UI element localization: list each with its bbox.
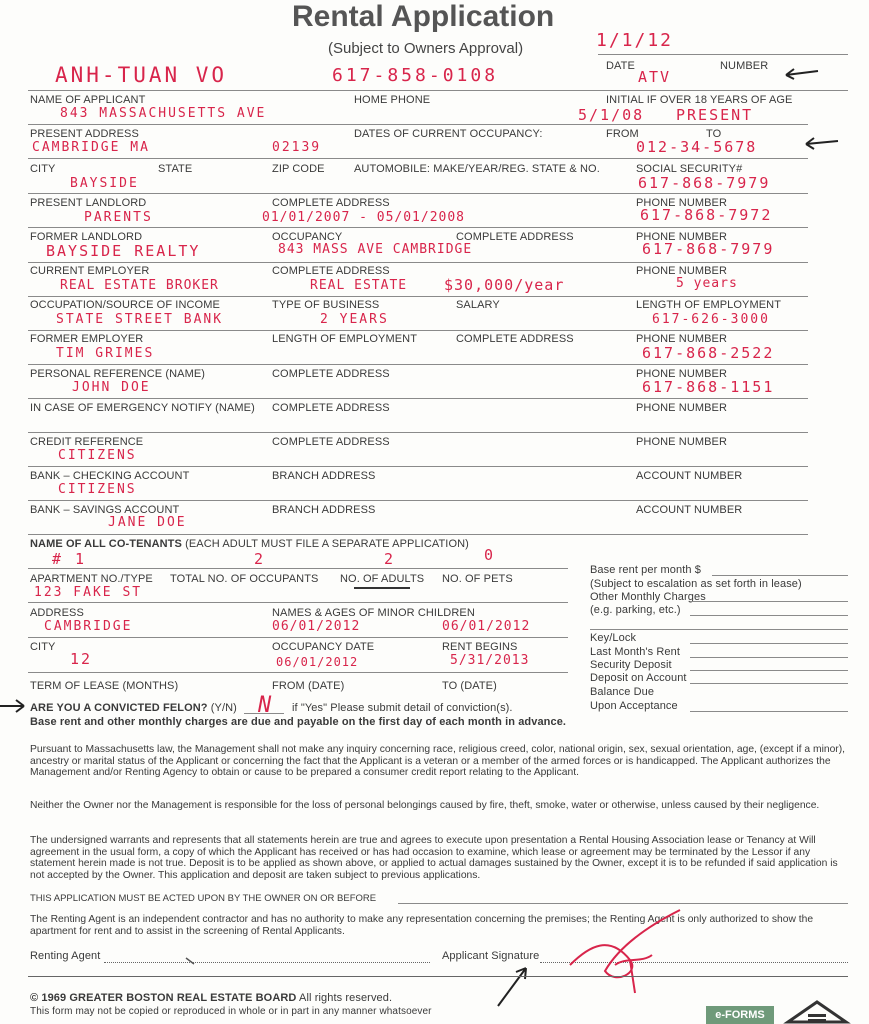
hw-parents[interactable]: PARENTS <box>84 210 153 225</box>
complete-address-label: COMPLETE ADDRESS <box>272 197 390 209</box>
hw-occupation[interactable]: STATE STREET BANK <box>56 312 224 327</box>
date-label: DATE <box>606 60 635 72</box>
last-month-label: Last Month's Rent <box>590 646 681 658</box>
hw-auto-phone[interactable]: 617-868-7979 <box>638 174 771 192</box>
complete-address-label: COMPLETE ADDRESS <box>272 265 390 277</box>
base-rent-due: Base rent and other monthly charges are due and payable on the first day of each month in advance. <box>30 716 567 728</box>
hw-landlord-dates[interactable]: 01/01/2007 - 05/01/2008 <box>262 210 466 225</box>
name-of-applicant-label: NAME OF APPLICANT <box>30 94 146 106</box>
total-occupants-label: TOTAL NO. OF OCCUPANTS <box>170 573 319 585</box>
applicant-signature-label: Applicant Signature <box>442 950 540 962</box>
hw-adults[interactable]: 2 <box>384 550 396 568</box>
type-of-business-label: TYPE OF BUSINESS <box>272 299 380 311</box>
account-number-label: ACCOUNT NUMBER <box>636 504 743 516</box>
from-label: FROM <box>606 128 639 140</box>
bank-savings-label: BANK – SAVINGS ACCOUNT <box>30 504 180 516</box>
paragraph-liability: Neither the Owner nor the Management is responsible for the loss of personal belongings caused by fire, theft, smoke, water or otherwise, unless caused by their negligence. <box>30 800 820 811</box>
rent-begins-label: RENT BEGINS <box>442 641 518 653</box>
hw-apt[interactable]: #1 <box>52 550 99 568</box>
home-phone-label: HOME PHONE <box>354 94 431 106</box>
arrow-icon <box>780 66 820 80</box>
hw-savings[interactable]: JANE DOE <box>108 515 187 530</box>
other-monthly-label: Other Monthly Charges <box>590 591 706 603</box>
felon-question <box>30 702 237 714</box>
complete-address-label: COMPLETE ADDRESS <box>456 333 574 345</box>
hw-reference-phone[interactable]: 617-868-2522 <box>642 344 775 362</box>
key-lock-label: Key/Lock <box>590 632 637 644</box>
escalation-label: (Subject to escalation as set forth in lease) <box>590 578 802 590</box>
former-employer-label: FORMER EMPLOYER <box>30 333 144 345</box>
hw-city[interactable]: CAMBRIDGE <box>44 619 133 634</box>
personal-reference-label: PERSONAL REFERENCE (NAME) <box>30 368 206 380</box>
dates-occupancy-label: DATES OF CURRENT OCCUPANCY: <box>354 128 543 140</box>
state-label: STATE <box>158 163 193 175</box>
copyright <box>30 992 392 1004</box>
occupancy-label: OCCUPANCY <box>272 231 343 243</box>
hw-applicant-name[interactable]: ANH-TUAN VO <box>55 63 228 87</box>
copyright-bold: © 1969 GREATER BOSTON REAL ESTATE BOARD <box>30 992 297 1004</box>
felon-yn: (Y/N) <box>210 702 237 714</box>
felon-note: if "Yes" Please submit detail of conviction(s). <box>292 702 513 714</box>
no-copy-note: This form may not be copied or reproduced in whole or in part in any manner whatsoever <box>30 1006 432 1017</box>
hw-rent-begins[interactable]: 5/31/2013 <box>450 653 530 668</box>
paragraph-warrants: The undersigned warrants and represents that all statements herein are true and agrees to execute upon presentation a Rental Housing Association lease or Tenancy at Will agreement in the usual form, a copy of which the Applicant has received or has had occasion to examine, which lease or agreement may be terminated by the Lessor if any statement herein made is not true. Deposit is to be applied as shown above, or applied to actual damages sustained by the Owner, except it is to be refunded if said application is not accepted by the Owner. This application and deposit are taken subject to previous applications. <box>30 835 838 881</box>
hw-credit[interactable]: CITIZENS <box>58 448 137 463</box>
hw-zip[interactable]: 02139 <box>272 140 322 155</box>
zip-label: ZIP CODE <box>272 163 325 175</box>
hw-date[interactable]: 1/1/12 <box>596 30 674 51</box>
occupancy-date-label: OCCUPANCY DATE <box>272 641 375 653</box>
arrow-icon <box>0 699 28 713</box>
current-employer-label: CURRENT EMPLOYER <box>30 265 150 277</box>
initial-label: INITIAL IF OVER 18 YEARS OF AGE <box>606 94 793 106</box>
security-deposit-label: Security Deposit <box>590 659 672 671</box>
hw-length-employment[interactable]: 5 years <box>676 276 738 291</box>
eforms-text: e-FORMS <box>715 1009 765 1021</box>
copyright-rest: All rights reserved. <box>299 992 393 1004</box>
length-employment-label: LENGTH OF EMPLOYMENT <box>636 299 782 311</box>
felon-question-text: ARE YOU A CONVICTED FELON? <box>30 702 208 714</box>
hw-checking[interactable]: CITIZENS <box>58 482 137 497</box>
from-date-label: FROM (DATE) <box>272 680 345 692</box>
automobile-label: AUTOMOBILE: MAKE/YEAR/REG. STATE & NO. <box>354 163 600 175</box>
hw-pets[interactable]: 0 <box>484 546 496 564</box>
hw-former-employer-phone[interactable]: 617-626-3000 <box>652 312 770 327</box>
term-of-lease-label: TERM OF LEASE (MONTHS) <box>30 680 179 692</box>
branch-address-label: BRANCH ADDRESS <box>272 504 376 516</box>
deposit-on-account-label: Deposit on Account <box>590 672 687 684</box>
phone-number-label: PHONE NUMBER <box>636 231 728 243</box>
present-landlord-label: PRESENT LANDLORD <box>30 197 147 209</box>
apt-type-label: APARTMENT NO./TYPE <box>30 573 153 585</box>
hw-occupancy[interactable]: 843 MASS AVE CAMBRIDGE <box>278 242 473 257</box>
address-label: ADDRESS <box>30 607 84 619</box>
hw-former-landlord[interactable]: BAYSIDE REALTY <box>46 242 201 260</box>
hw-occ-date[interactable]: 06/01/2012 <box>276 655 359 669</box>
mark-icon <box>184 956 196 966</box>
present-address-label: PRESENT ADDRESS <box>30 128 139 140</box>
hw-former-employer[interactable]: TIM GRIMES <box>56 346 155 361</box>
paragraph-law: Pursuant to Massachusetts law, the Management shall not make any inquiry concerning race, religious creed, color, national origin, sex, sexual orientation, age, (except if a minor), ancestry or marital status of the Applicant or concerning the fact that the Applicant is a veteran or a member of the armed forces or is handicapped. The Applicant authorizes the Management and/or Renting Agency to obtain or cause to be prepared a consumer credit report relating to the Applicant. <box>30 744 846 778</box>
hw-initial[interactable]: ATV <box>638 68 672 86</box>
branch-address-label: BRANCH ADDRESS <box>272 470 376 482</box>
hw-ssn[interactable]: 012-34-5678 <box>636 138 758 156</box>
hw-former-length[interactable]: 2 YEARS <box>320 312 389 327</box>
ssn-label: SOCIAL SECURITY# <box>636 163 743 175</box>
phone-number-label: PHONE NUMBER <box>636 402 728 414</box>
former-landlord-label: FORMER LANDLORD <box>30 231 143 243</box>
phone-number-label: PHONE NUMBER <box>636 368 728 380</box>
hw-from[interactable]: 5/1/08 <box>578 106 645 124</box>
hw-present-landlord[interactable]: BAYSIDE <box>70 176 139 191</box>
hw-term[interactable]: 12 <box>70 650 93 668</box>
hw-emergency-phone[interactable]: 617-868-1151 <box>642 378 775 396</box>
eforms-logo <box>706 1006 774 1024</box>
hw-salary[interactable]: $30,000/year <box>444 276 565 294</box>
co-tenants-rest: (EACH ADULT MUST FILE A SEPARATE APPLICATION) <box>185 538 469 550</box>
number-label: NUMBER <box>720 60 769 72</box>
hw-felon[interactable]: N <box>258 693 274 718</box>
emergency-label: IN CASE OF EMERGENCY NOTIFY (NAME) <box>30 402 255 414</box>
renting-agent-label: Renting Agent <box>30 950 101 962</box>
paragraph-acted-upon: THIS APPLICATION MUST BE ACTED UPON BY THE OWNER ON OR BEFORE <box>30 893 377 904</box>
signature-icon[interactable] <box>560 905 700 995</box>
to-date-label: TO (DATE) <box>442 680 497 692</box>
no-pets-label: NO. OF PETS <box>442 573 513 585</box>
arrow-icon <box>494 962 534 1008</box>
phone-number-label: PHONE NUMBER <box>636 436 728 448</box>
credit-reference-label: CREDIT REFERENCE <box>30 436 144 448</box>
complete-address-label: COMPLETE ADDRESS <box>272 402 390 414</box>
complete-address-label: COMPLETE ADDRESS <box>456 231 574 243</box>
to-label: TO <box>706 128 722 140</box>
hw-home-phone[interactable]: 617-858-0108 <box>332 65 499 86</box>
length-employment-label: LENGTH OF EMPLOYMENT <box>272 333 418 345</box>
complete-address-label: COMPLETE ADDRESS <box>272 368 390 380</box>
co-tenants-label <box>30 538 469 550</box>
phone-number-label: PHONE NUMBER <box>636 265 728 277</box>
salary-label: SALARY <box>456 299 500 311</box>
co-tenants-bold: NAME OF ALL CO-TENANTS <box>30 538 182 550</box>
hw-city-state[interactable]: CAMBRIDGE MA <box>32 140 150 155</box>
city-label: CITY <box>30 641 56 653</box>
phone-number-label: PHONE NUMBER <box>636 333 728 345</box>
upon-acceptance-label: Upon Acceptance <box>590 700 678 712</box>
eg-parking-label: (e.g. parking, etc.) <box>590 604 681 616</box>
hw-current-employer-phone[interactable]: 617-868-7979 <box>642 240 775 258</box>
hw-child-date2[interactable]: 06/01/2012 <box>442 619 531 634</box>
paragraph-renting-agent: The Renting Agent is an independent contractor and has no authority to make any representation concerning the premises; the Renting Agent is only authorized to show the apartment for rent and to assist in the screening of Rental Applicants. <box>30 914 814 937</box>
hw-present-address[interactable]: 843 MASSACHUSETTS AVE <box>60 106 267 121</box>
arrow-icon <box>800 136 840 150</box>
hw-current-employer[interactable]: REAL ESTATE BROKER <box>60 278 219 293</box>
phone-number-label: PHONE NUMBER <box>636 197 728 209</box>
complete-address-label: COMPLETE ADDRESS <box>272 436 390 448</box>
hw-business[interactable]: REAL ESTATE <box>310 278 408 293</box>
page-subtitle: (Subject to Owners Approval) <box>328 40 524 57</box>
bank-checking-label: BANK – CHECKING ACCOUNT <box>30 470 190 482</box>
account-number-label: ACCOUNT NUMBER <box>636 470 743 482</box>
page-title: Rental Application <box>292 0 555 33</box>
city-label: CITY <box>30 163 56 175</box>
base-rent-label: Base rent per month $ <box>590 564 701 576</box>
occupation-label: OCCUPATION/SOURCE OF INCOME <box>30 299 220 311</box>
hw-to[interactable]: PRESENT <box>676 106 754 124</box>
balance-due-label: Balance Due <box>590 686 655 698</box>
hw-address[interactable]: 123 FAKE ST <box>34 585 143 600</box>
hw-reference[interactable]: JOHN DOE <box>72 380 151 395</box>
hw-child-date1[interactable]: 06/01/2012 <box>272 619 361 634</box>
equal-housing-icon <box>782 998 852 1024</box>
no-adults-label: NO. OF ADULTS <box>340 573 425 585</box>
minor-children-label: NAMES & AGES OF MINOR CHILDREN <box>272 607 475 619</box>
hw-total[interactable]: 2 <box>254 550 266 568</box>
hw-former-landlord-phone[interactable]: 617-868-7972 <box>640 206 773 224</box>
